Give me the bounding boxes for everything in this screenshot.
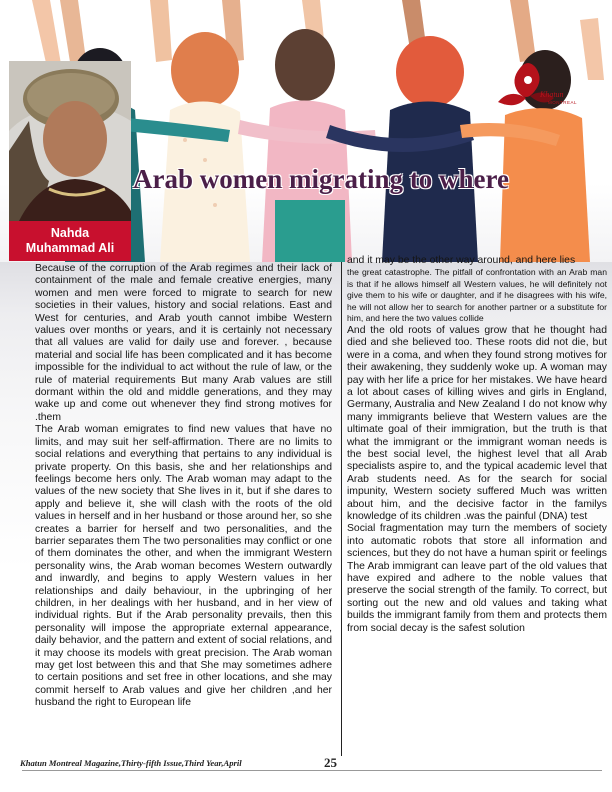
magazine-logo (490, 58, 580, 128)
logo-wordmark: Khatun (540, 90, 564, 99)
author-portrait (9, 61, 131, 221)
left-column (35, 263, 332, 710)
footer-publication-info: Khatun Montreal Magazine,Thirty-fifth Issue,Third Year,April (20, 758, 242, 768)
page-number: 25 (324, 755, 337, 770)
paragraph-1: Because of the corruption of the Arab regimes and their lack of containment of the male and female creative energies, many women and men were forced to migrate to search for new societies in their values, history and social relations. East and West for centuries, and Arab youth cannot imbibe Western values over months or years, and it is certainly not necessary that all values are valid for daily use and forever. , because material and social life has been complicated and it has become impossible for the individual to act without the rule of law, or the rule of material requirements But many Arab values are still dormant within the old and middle generations, and they may wake up and come out whenever they find strong motives for .them (35, 263, 332, 423)
footer-rule (22, 770, 602, 771)
paragraph-2: The Arab woman emigrates to find new values that have no limits, and may suit her self-affirmation. There are no limits to social relations and everything that pertains to any individual is private property. On this basis, she and her relationships and feelings become hers only. The Arab woman may adapt to the values of the new society that She lives in it, but if she dares to apply and believe it, she will clash with the roots of the old values in herself and in her husband or those around her, so she creates a barrier for herself and two personalities, and the barrier separates them The two personalities may conflict or one of them dominates the other, and when the immigrant Western personality wins, the Arab woman becomes Western outwardly and inwardly, and begins to apply Western values in her relationships and daily behaviour, in the upbringing of her children, in her dealings with her husband, and in her view of individual rights. But if the Arab personality prevails, then this personality will impose the appropriate external appearance, daily behavior, and the pattern and extent of social relations, and it may choose its models with great precision. The Arab woman may get lost between this and that She may sometimes adhere to certain positions and set free in other locations, and she may commit herself to Arab values and give her children ,and her husband the right to European life (35, 424, 332, 709)
author-first-name: Nahda (50, 226, 90, 240)
portrait-illustration (9, 61, 131, 221)
logo-subtext: MONTREAL (548, 100, 578, 105)
paragraph-5: Social fragmentation may turn the members of society into automatic robots that store all information and sciences, but they do not have a human spirit or feelings The Arab immigrant can leave part of the old values that have expired and adhere to the noble values that preserve the social strength of the family. To correct, but sorting out the new and old values and taking what builds the immigrant family from them and protects them from social decay is the safest solution (347, 523, 607, 634)
paragraph-3-start: and it may be the other way around, and here lies (347, 255, 576, 266)
paragraph-3-continued: the great catastrophe. The pitfall of confrontation with an Arab man is that if he allows himself all Western values, he will definitely not give them to his wife or daughter, and if he disagrees with his wife, he will not allow her to search for another partner or a substitute for him, and here the two values collide (347, 267, 607, 324)
column-divider (341, 262, 342, 756)
author-name-box (9, 221, 131, 261)
right-column (347, 255, 607, 635)
article-title: Arab women migrating to where (133, 164, 509, 194)
paragraph-4: And the old roots of values grow that he thought had died and she believed too. These roots did not die, but were in a coma, and when they found strong motives for their awakening, they suddenly woke up. A woman may pay with her life a price for her mistakes. We have heard a lot about cases of killing wives and girls in England, Germany, Australia and New Zealand I do not know why many immigrants believe that Western values are the ultimate goal of their immigration, but the truth is that what the immigrant or the immigrant woman needs is the best social level, the highest level that all Arab specialists aspire to, and the typical academic level that Arab students need. As for the search for social impunity, Western society suffered Much was written about him, and the decisive factor in the familys knowledge of its children .was the painful (DNA) test (347, 324, 607, 522)
author-last-name: Muhammad Ali (25, 241, 115, 255)
